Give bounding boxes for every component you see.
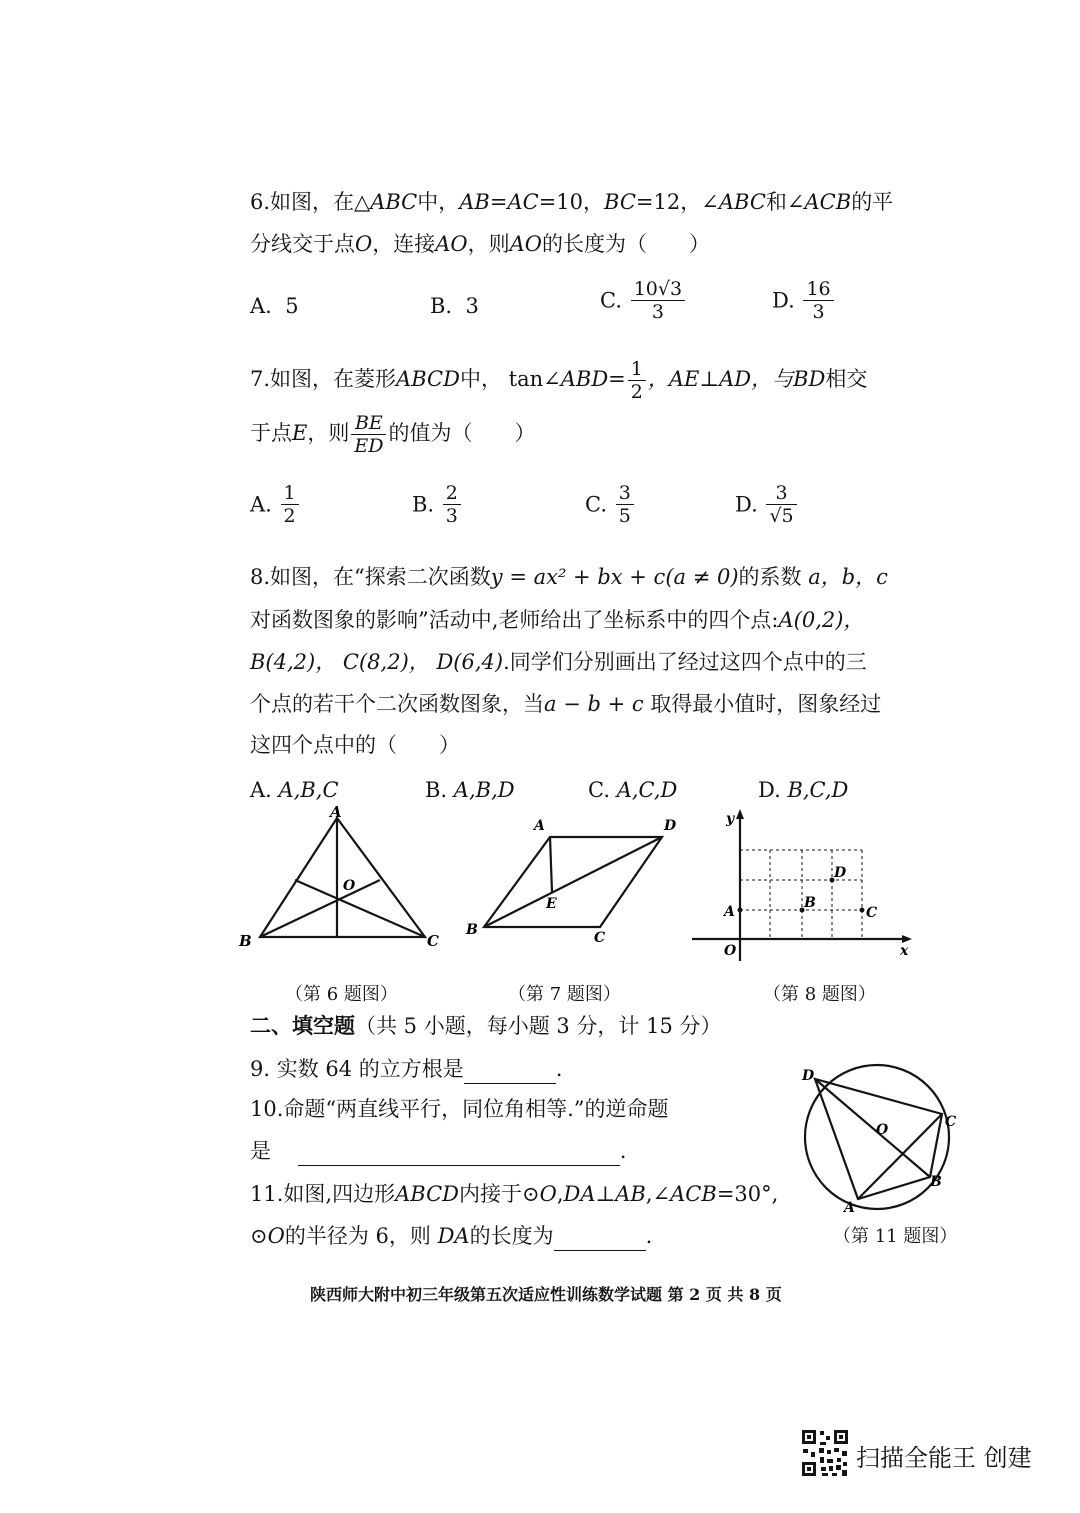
fig8-label-a: A bbox=[724, 904, 735, 920]
fraction-denominator: 3 bbox=[812, 301, 825, 323]
q9-text: 9. 实数 64 的立方根是 . bbox=[250, 1055, 562, 1084]
q8-line4: 个点的若干个二次函数图象，当a − b + c 取得最小值时，图象经过 bbox=[250, 692, 882, 716]
q8-line2: 对函数图象的影响”活动中,老师给出了坐标系中的四个点:A(0,2)， bbox=[250, 608, 865, 632]
fraction-denominator: ED bbox=[354, 435, 384, 457]
fig7-caption: （第 7 题图） bbox=[508, 984, 621, 1005]
q7-line1: 7.如图，在菱形ABCD中， tan∠ABD= $\frac{1}{2}$ ，AE⊥AD，与BD相交 bbox=[250, 358, 868, 403]
fig7-label-e: E bbox=[546, 896, 557, 912]
q6-line2: 分线交于点O，连接AO，则AO的长度为（ ） bbox=[250, 232, 710, 256]
q7-option-c: C. $\frac{3}{5}$ bbox=[585, 482, 636, 527]
q6-option-b: B. 3 bbox=[430, 294, 479, 318]
fig11-label-o: O bbox=[876, 1122, 889, 1138]
fraction-denominator: 3 bbox=[445, 505, 458, 527]
qr-code-icon bbox=[800, 1428, 850, 1478]
q8-option-a: A. A,B,C bbox=[250, 778, 339, 802]
fraction-numerator: 1 bbox=[281, 482, 299, 505]
fraction-denominator: 2 bbox=[283, 505, 296, 527]
q8-option-b: B. A,B,D bbox=[425, 778, 515, 802]
fig8-label-c: C bbox=[866, 905, 878, 921]
fraction-numerator: 3 bbox=[616, 482, 634, 505]
figure-7-rhombus bbox=[462, 812, 692, 962]
q11-line1: 11.如图,四边形ABCD内接于⊙O,DA⊥AB,∠ACB=30°, bbox=[250, 1182, 779, 1206]
q8-line5: 这四个点中的（ ） bbox=[250, 733, 460, 757]
fraction-denominator: 2 bbox=[630, 381, 643, 403]
fig6-label-o: O bbox=[343, 878, 356, 894]
fraction-numerator: 1 bbox=[628, 358, 646, 381]
q8-line3: B(4,2)， C(8,2)， D(6,4).同学们分别画出了经过这四个点中的三 bbox=[250, 650, 867, 674]
fraction-numerator: BE bbox=[351, 412, 386, 435]
fraction-denominator: 5 bbox=[618, 505, 631, 527]
q10-line2: 是 . bbox=[250, 1137, 626, 1166]
q7-option-a: A. $\frac{1}{2}$ bbox=[250, 482, 301, 527]
q7-option-b: B. $\frac{2}{3}$ bbox=[412, 482, 463, 527]
q10-line1: 10.命题“两直线平行，同位角相等.”的逆命题 bbox=[250, 1097, 669, 1121]
q8-option-d: D. B,C,D bbox=[758, 778, 849, 802]
q6-option-c: C. $\frac{10√3}{3}$ bbox=[600, 278, 687, 323]
figure-11-circle bbox=[790, 1062, 965, 1222]
fig11-label-c: C bbox=[945, 1114, 957, 1130]
figure-8-grid bbox=[680, 805, 915, 965]
fig6-label-c: C bbox=[427, 932, 439, 950]
fraction-numerator: 2 bbox=[443, 482, 461, 505]
q6-option-d: D. $\frac{16}{3}$ bbox=[772, 278, 836, 323]
q9-answer-blank[interactable] bbox=[464, 1055, 556, 1084]
scanner-watermark: 扫描全能王 创建 bbox=[856, 1444, 1032, 1472]
fig11-caption: （第 11 题图） bbox=[833, 1226, 958, 1247]
fig8-caption: （第 8 题图） bbox=[763, 984, 876, 1005]
q7-option-d: D. $\frac{3}{√5}$ bbox=[735, 482, 799, 527]
fig8-label-y: y bbox=[726, 811, 735, 827]
fig7-label-b: B bbox=[466, 922, 478, 938]
q11-answer-blank[interactable] bbox=[554, 1222, 646, 1251]
q6-line1: 6.如图，在△ABC中，AB=AC=10，BC=12，∠ABC和∠ACB的平 bbox=[250, 190, 894, 214]
page-footer: 陕西师大附中初三年级第五次适应性训练数学试题 第 2 页 共 8 页 bbox=[310, 1285, 782, 1304]
q8-option-c: C. A,C,D bbox=[588, 778, 678, 802]
fig7-label-c: C bbox=[594, 930, 606, 946]
fraction-numerator: 16 bbox=[803, 278, 833, 301]
q8-line1: 8.如图，在“探索二次函数y = ax² + bx + c(a ≠ 0)的系数 a，b，c bbox=[250, 565, 888, 589]
section-2-heading: 二、填空题（共 5 小题，每小题 3 分，计 15 分） bbox=[250, 1013, 722, 1038]
fig6-label-b: B bbox=[239, 932, 252, 950]
fig7-label-d: D bbox=[664, 818, 677, 834]
fig7-label-a: A bbox=[534, 818, 545, 834]
fig8-label-d: D bbox=[834, 865, 847, 881]
fig11-label-d: D bbox=[802, 1068, 815, 1084]
fraction-numerator: 3 bbox=[766, 482, 796, 505]
fig8-label-o: O bbox=[724, 943, 737, 959]
q7-line2: 于点E，则 $\frac{BE}{ED}$ 的值为（ ） bbox=[250, 412, 536, 457]
fig8-label-b: B bbox=[804, 895, 816, 911]
fraction-denominator: 3 bbox=[651, 301, 664, 323]
q11-line2: ⊙O的半径为 6，则 DA的长度为 . bbox=[250, 1222, 652, 1251]
fig11-label-a: A bbox=[844, 1200, 855, 1216]
fig6-caption: （第 6 题图） bbox=[285, 984, 398, 1005]
fig11-label-b: B bbox=[930, 1174, 942, 1190]
fig6-label-a: A bbox=[330, 805, 342, 821]
q6-option-a: A. 5 bbox=[250, 294, 299, 318]
q10-answer-blank[interactable] bbox=[298, 1137, 620, 1166]
fraction-denominator: √5 bbox=[769, 505, 794, 527]
figure-6-triangle bbox=[235, 805, 450, 955]
fig8-label-x: x bbox=[900, 943, 909, 959]
fraction-numerator: 10√3 bbox=[631, 278, 685, 301]
